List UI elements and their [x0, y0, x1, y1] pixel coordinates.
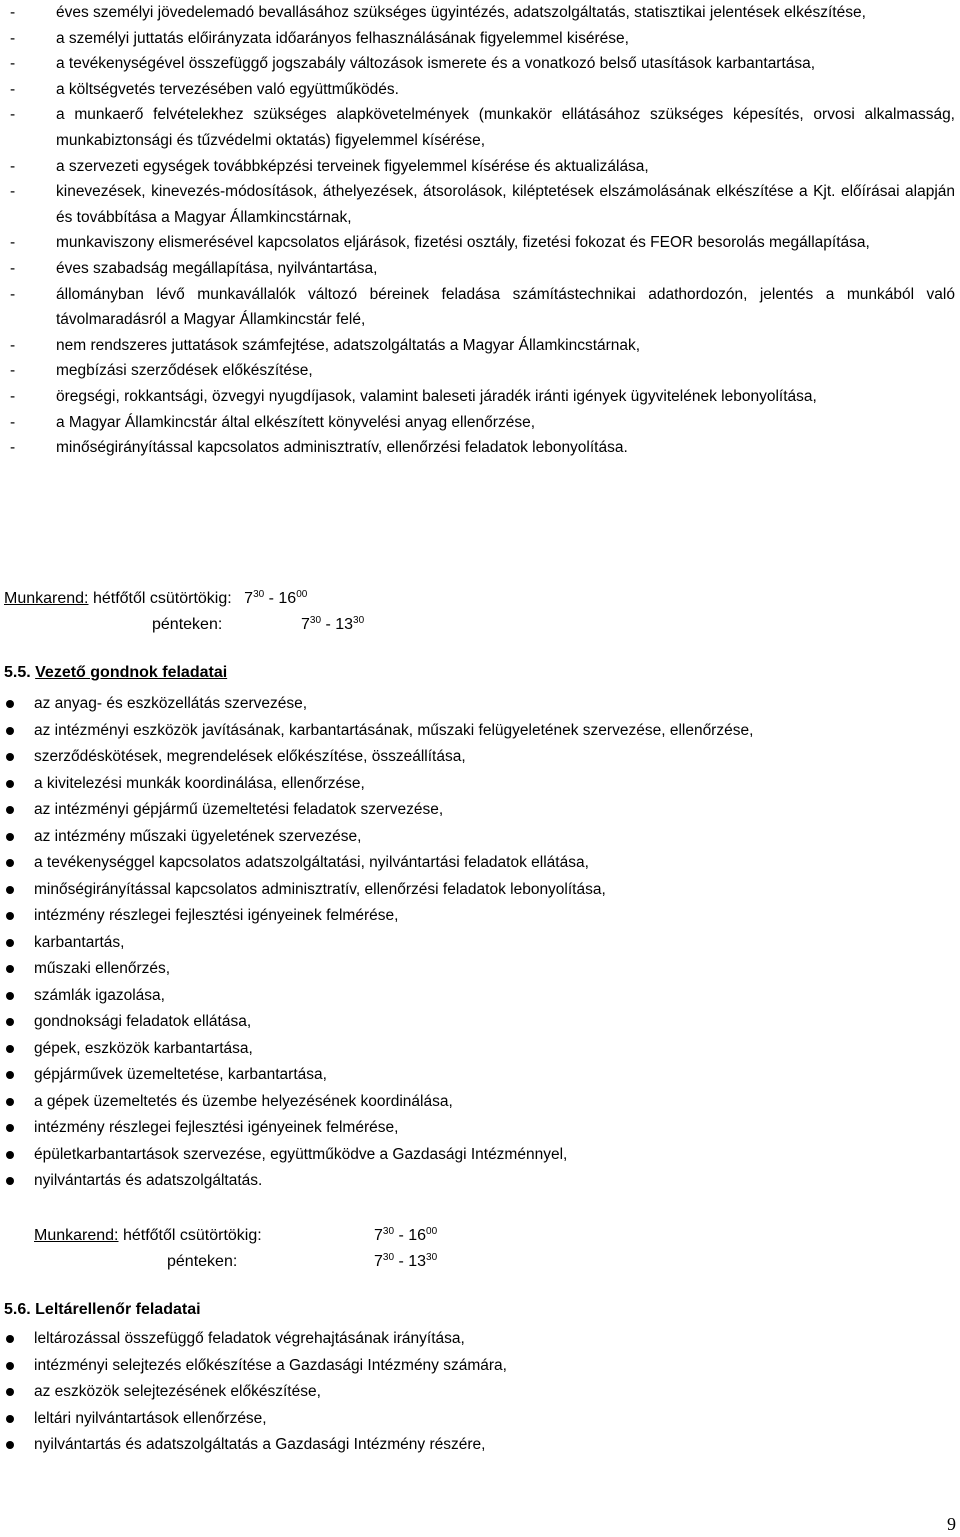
bullet-icon — [6, 833, 14, 841]
bullet-icon — [6, 1151, 14, 1159]
schedule-row-weekdays — [4, 586, 364, 612]
list-item — [4, 1009, 954, 1036]
list-item-text: nyilvántartás és adatszolgáltatás. — [34, 1172, 263, 1189]
schedule-time: $7^{30} - 16^{00}$ — [374, 1226, 438, 1244]
list-item: - megbízási szerződések előkészítése, — [10, 358, 955, 384]
list-item — [4, 1089, 954, 1116]
list-item: - nem rendszeres juttatások számfejtése, adatszolgáltatás a Magyar Államkincstárnak, — [10, 333, 955, 359]
list-item — [4, 877, 954, 904]
bullet-icon — [6, 965, 14, 973]
list-item-text: számlák igazolása, — [34, 986, 165, 1004]
list-item-text: az intézményi gépjármű üzemeltetési feladatok szervezése, — [34, 801, 444, 818]
list-item-text: munkaviszony elismerésével kapcsolatos eljárások, fizetési osztály, fizetési fokozat és FEOR besorolás megállapítása, — [56, 234, 870, 252]
schedule-time: $7^{30} - 16^{00}$ — [244, 589, 308, 607]
work-schedule — [34, 1223, 437, 1275]
list-item: - éves szabadság megállapítása, nyilvántartása, — [10, 256, 955, 282]
page-number: 9 — [947, 1514, 956, 1534]
list-item — [4, 771, 954, 798]
list-item-text: műszaki ellenőrzés, — [34, 960, 171, 977]
list-item-text: minőségirányítással kapcsolatos adminisztratív, ellenőrzési feladatok lebonyolítása, — [34, 880, 606, 898]
list-item — [4, 1036, 954, 1063]
list-item-text: gondnoksági feladatok ellátása, — [34, 1013, 252, 1030]
schedule-time: $7^{30} - 13^{30}$ — [374, 1252, 438, 1270]
list-item — [4, 718, 954, 745]
gondnok-duties-list — [4, 691, 954, 1195]
list-item: - öregségi, rokkantsági, özvegyi nyugdíjasok, valamint baleseti járadék iránti igények ügyvitelének lebonyolítása, — [10, 384, 955, 410]
bullet-icon — [6, 1415, 14, 1423]
section-number: 5.5. — [4, 664, 36, 681]
list-item: - a szervezeti egységek továbbképzési terveinek figyelemmel kísérése és aktualizálása, — [10, 154, 955, 180]
bullet-icon — [6, 1388, 14, 1396]
list-item-text: szerződéskötések, megrendelések előkészítése, összeállítása, — [34, 748, 466, 765]
list-item-text: a Magyar Államkincstár által elkészített könyvelési anyag ellenőrzése, — [56, 413, 536, 431]
work-schedule — [4, 586, 364, 638]
list-item — [4, 691, 954, 718]
list-item — [4, 824, 954, 851]
list-item — [4, 903, 954, 930]
bullet-icon — [6, 912, 14, 920]
list-item-text: a munkaerő felvételekhez szükséges alapkövetelmények (munkakör ellátásához szükséges képesítés, orvosi alkalmasság, munkabiztonsági és tűzvédelmi oktatás) figyelemmel kísérése, — [56, 106, 955, 149]
list-item — [4, 1168, 954, 1195]
schedule-row-friday — [4, 612, 364, 638]
list-item-text: a költségvetés tervezésében való együttműködés. — [56, 80, 399, 98]
list-item — [4, 1353, 954, 1380]
list-item — [4, 1142, 954, 1169]
list-item-text: az anyag- és eszközellátás szervezése, — [34, 695, 308, 712]
bullet-icon — [6, 780, 14, 788]
list-item-text: gépjárművek üzemeltetése, karbantartása, — [34, 1066, 327, 1083]
list-item: - a Magyar Államkincstár által elkészített könyvelési anyag ellenőrzése, — [10, 410, 955, 436]
list-item-text: az intézményi eszközök javításának, karbantartásának, műszaki felügyeletének szervezése, ellenőrzése, — [34, 721, 754, 739]
bullet-icon — [6, 700, 14, 708]
leltar-duties-list — [4, 1326, 954, 1459]
list-item — [4, 1115, 954, 1142]
list-item: - munkaviszony elismerésével kapcsolatos eljárások, fizetési osztály, fizetési fokozat és FEOR besorolás megállapítása, — [10, 230, 955, 256]
list-item-text: a személyi juttatás előirányzata időarányos felhasználásának figyelemmel kisérése, — [56, 29, 629, 47]
list-item-text: leltározással összefüggő feladatok végrehajtásának irányítása, — [34, 1330, 465, 1347]
list-item: - kinevezések, kinevezés-módosítások, áthelyezések, átsorolások, kiléptetések elszámolásának elkészítése a Kjt. előírásai alapján és továbbítása a Magyar Államkincstárnak, — [10, 179, 955, 230]
list-item — [4, 1406, 954, 1433]
section-title: Leltárellenőr feladatai — [35, 1301, 201, 1318]
bullet-icon — [6, 1362, 14, 1370]
bullet-icon — [6, 753, 14, 761]
list-item-text: nyilvántartás és adatszolgáltatás a Gazdasági Intézmény részére, — [34, 1436, 486, 1453]
bullet-icon — [6, 727, 14, 735]
list-item — [4, 1326, 954, 1353]
list-item-text: intézményi selejtezés előkészítése a Gazdasági Intézmény számára, — [34, 1356, 507, 1374]
bullet-icon — [6, 859, 14, 867]
schedule-time: $7^{30} - 13^{30}$ — [301, 615, 365, 633]
list-item-text: intézmény részlegei fejlesztési igényeinek felmérése, — [34, 1119, 399, 1136]
list-item — [4, 956, 954, 983]
bullet-icon — [6, 1018, 14, 1026]
bullet-icon — [6, 1124, 14, 1132]
schedule-label: Munkarend: — [4, 590, 89, 607]
list-item: - állományban lévő munkavállalók változó béreinek feladása számítástechnikai adathordozón, jelentés a munkából való távolmaradásról a Magyar Államkincstár felé, — [10, 282, 955, 333]
list-item — [4, 930, 954, 957]
list-item: - éves személyi jövedelemadó bevallásához szükséges ügyintézés, adatszolgáltatás, statisztikai jelentések elkészítése, — [10, 0, 955, 26]
schedule-label: Munkarend: — [34, 1227, 119, 1244]
list-item-text: karbantartás, — [34, 933, 125, 951]
schedule-days: pénteken: — [167, 1253, 238, 1270]
list-item: - a költségvetés tervezésében való együttműködés. — [10, 77, 955, 103]
list-item-text: épületkarbantartások szervezése, együttműködve a Gazdasági Intézménnyel, — [34, 1145, 568, 1163]
bullet-icon — [6, 939, 14, 947]
list-item-text: a tevékenységgel kapcsolatos adatszolgáltatási, nyilvántartási feladatok ellátása, — [34, 854, 589, 871]
list-item-text: a kivitelezési munkák koordinálása, ellenőrzése, — [34, 774, 365, 792]
schedule-days: hétfőtől csütörtökig: — [92, 590, 232, 607]
section-number: 5.6. — [4, 1301, 36, 1318]
list-item-text: a szervezeti egységek továbbképzési terveinek figyelemmel kísérése és aktualizálása, — [56, 157, 649, 175]
list-item: - minőségirányítással kapcsolatos adminisztratív, ellenőrzési feladatok lebonyolítása. — [10, 435, 955, 461]
list-item — [4, 1062, 954, 1089]
schedule-row-friday — [34, 1249, 437, 1275]
section-title: Vezető gondnok feladatai — [35, 664, 228, 681]
list-item: - a tevékenységével összefüggő jogszabály változások ismerete és a vonatkozó belső utasítások karbantartása, — [10, 51, 955, 77]
list-item — [4, 744, 954, 771]
list-item-text: éves személyi jövedelemadó bevallásához szükséges ügyintézés, adatszolgáltatás, statisztikai jelentések elkészítése, — [56, 4, 866, 21]
list-item-text: kinevezések, kinevezés-módosítások, áthelyezések, átsorolások, kiléptetések elszámolásának elkészítése a Kjt. előírásai alapján és továbbítása a Magyar Államkincstárnak, — [56, 183, 955, 226]
bullet-icon — [6, 1177, 14, 1185]
section-heading-5-6 — [4, 1301, 201, 1319]
list-item-text: a gépek üzemeltetés és üzembe helyezésének koordinálása, — [34, 1092, 453, 1110]
list-item-text: öregségi, rokkantsági, özvegyi nyugdíjasok, valamint baleseti járadék iránti igények ügyvitelének lebonyolítása, — [56, 387, 817, 405]
list-item — [4, 983, 954, 1010]
list-item-text: minőségirányítással kapcsolatos adminisztratív, ellenőrzési feladatok lebonyolítása. — [56, 439, 628, 457]
bullet-icon — [6, 806, 14, 814]
schedule-days: pénteken: — [152, 616, 223, 633]
schedule-row-weekdays — [34, 1223, 437, 1249]
schedule-days: hétfőtől csütörtökig: — [122, 1227, 262, 1244]
list-item-text: állományban lévő munkavállalók változó béreinek feladása számítástechnikai adathordozón, jelentés a munkából való távolmaradásról a Magyar Államkincstár felé, — [56, 285, 955, 329]
list-item — [4, 797, 954, 824]
list-item — [4, 1379, 954, 1406]
list-item-text: nem rendszeres juttatások számfejtése, adatszolgáltatás a Magyar Államkincstárnak, — [56, 336, 641, 354]
section-heading-5-5 — [4, 664, 227, 682]
bullet-icon — [6, 1335, 14, 1343]
list-item: - a munkaerő felvételekhez szükséges alapkövetelmények (munkakör ellátásához szükséges képesítés, orvosi alkalmasság, munkabiztonsági és tűzvédelmi oktatás) figyelemmel kísérése, — [10, 102, 955, 153]
list-item-text: megbízási szerződések előkészítése, — [56, 362, 313, 380]
duties-dash-list — [10, 0, 955, 461]
bullet-icon — [6, 1071, 14, 1079]
list-item — [4, 1432, 954, 1459]
list-item-text: a tevékenységével összefüggő jogszabály változások ismerete és a vonatkozó belső utasítások karbantartása, — [56, 55, 816, 73]
bullet-icon — [6, 1098, 14, 1106]
list-item-text: leltári nyilvántartások ellenőrzése, — [34, 1409, 267, 1427]
list-item-text: gépek, eszközök karbantartása, — [34, 1039, 253, 1057]
list-item-text: intézmény részlegei fejlesztési igényeinek felmérése, — [34, 907, 399, 924]
bullet-icon — [6, 886, 14, 894]
list-item-text: az intézmény műszaki ügyeletének szervezése, — [34, 827, 362, 845]
list-item — [4, 850, 954, 877]
bullet-icon — [6, 1441, 14, 1449]
bullet-icon — [6, 992, 14, 1000]
list-item: - a személyi juttatás előirányzata időarányos felhasználásának figyelemmel kisérése, — [10, 26, 955, 52]
list-item-text: az eszközök selejtezésének előkészítése, — [34, 1383, 321, 1400]
bullet-icon — [6, 1045, 14, 1053]
list-item-text: éves szabadság megállapítása, nyilvántartása, — [56, 259, 378, 277]
